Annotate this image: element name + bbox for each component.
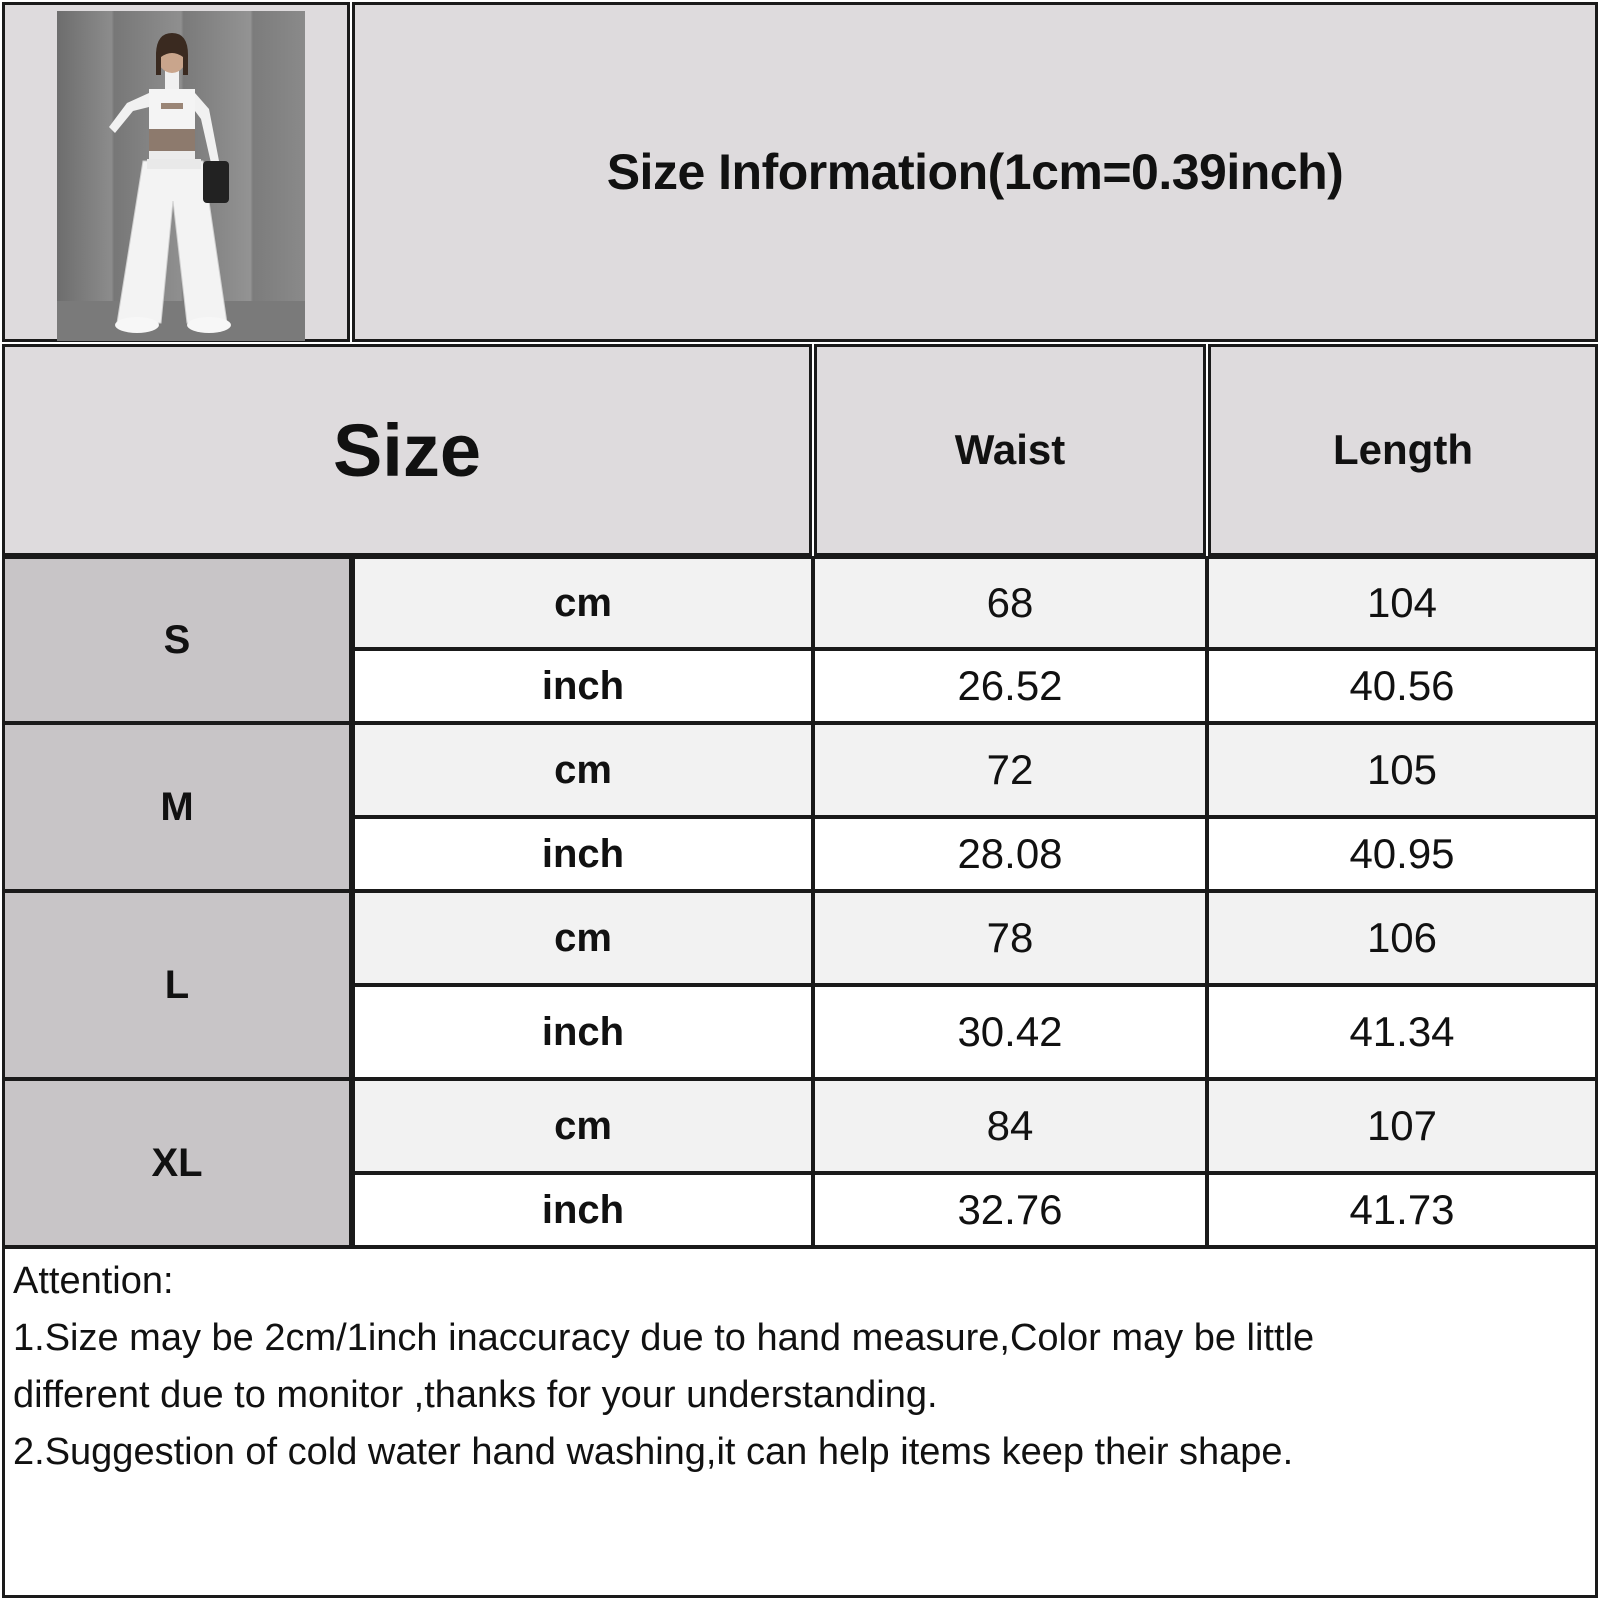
size-label: L (164, 962, 190, 1007)
waist-value: 30.42 (957, 1008, 1063, 1055)
notes-heading: Attention: (13, 1260, 174, 1302)
length-value-cell (1206, 722, 1598, 818)
length-header: Length (1333, 426, 1473, 473)
waist-value-cell (812, 1078, 1208, 1174)
length-value: 106 (1366, 914, 1438, 961)
waist-value: 26.52 (957, 662, 1063, 709)
size-label-cell (2, 722, 352, 892)
waist-value-cell (812, 984, 1208, 1080)
length-value-cell (1206, 556, 1598, 650)
unit-label: cm (554, 1103, 612, 1148)
length-value: 40.56 (1349, 662, 1455, 709)
waist-value-cell (812, 816, 1208, 892)
waist-value-cell (812, 722, 1208, 818)
unit-label: cm (554, 580, 612, 625)
waist-value-cell (812, 1172, 1208, 1248)
unit-label: inch (541, 1187, 625, 1232)
length-header-cell (1208, 344, 1598, 556)
length-value: 107 (1366, 1102, 1438, 1149)
size-label: S (163, 617, 191, 662)
unit-cell (352, 816, 814, 892)
unit-label: inch (541, 663, 625, 708)
unit-cell (352, 722, 814, 818)
length-value-cell (1206, 1078, 1598, 1174)
product-photo (57, 11, 305, 341)
waist-value: 78 (986, 914, 1034, 961)
unit-cell (352, 1172, 814, 1248)
length-value-cell (1206, 816, 1598, 892)
size-label: XL (151, 1140, 203, 1185)
waist-value-cell (812, 648, 1208, 724)
notes-line: 1.Size may be 2cm/1inch inaccuracy due to hand measure,Color may be little (13, 1317, 1315, 1359)
size-label: M (160, 784, 194, 829)
length-value-cell (1206, 1172, 1598, 1248)
length-value: 105 (1366, 746, 1438, 793)
unit-cell (352, 984, 814, 1080)
unit-label: inch (541, 831, 625, 876)
notes-line: different due to monitor ,thanks for your understanding. (13, 1374, 938, 1416)
chart-title: Size Information(1cm=0.39inch) (606, 144, 1344, 200)
waist-header: Waist (954, 426, 1066, 473)
model-figure (57, 11, 305, 341)
notes-line: 2.Suggestion of cold water hand washing,it can help items keep their shape. (13, 1431, 1294, 1473)
unit-cell (352, 648, 814, 724)
waist-value: 72 (986, 746, 1034, 793)
length-value-cell (1206, 648, 1598, 724)
unit-cell (352, 556, 814, 650)
waist-value: 68 (986, 579, 1034, 626)
title-cell (352, 2, 1598, 342)
size-label-cell (2, 890, 352, 1080)
waist-value-cell (812, 890, 1208, 986)
length-value-cell (1206, 984, 1598, 1080)
unit-cell (352, 890, 814, 986)
length-value: 104 (1366, 579, 1438, 626)
size-label-cell (2, 1078, 352, 1248)
size-header: Size (332, 408, 482, 492)
length-value: 41.34 (1349, 1008, 1455, 1055)
size-header-cell (2, 344, 812, 556)
unit-label: cm (554, 915, 612, 960)
product-photo-cell (2, 2, 350, 342)
length-value: 41.73 (1349, 1186, 1455, 1233)
unit-label: inch (541, 1009, 625, 1054)
waist-header-cell (814, 344, 1206, 556)
size-label-cell (2, 556, 352, 724)
unit-label: cm (554, 747, 612, 792)
waist-value: 28.08 (957, 830, 1063, 877)
waist-value-cell (812, 556, 1208, 650)
attention-notes (2, 1246, 1598, 1598)
length-value: 40.95 (1349, 830, 1455, 877)
unit-cell (352, 1078, 814, 1174)
length-value-cell (1206, 890, 1598, 986)
waist-value: 84 (986, 1102, 1034, 1149)
waist-value: 32.76 (957, 1186, 1063, 1233)
